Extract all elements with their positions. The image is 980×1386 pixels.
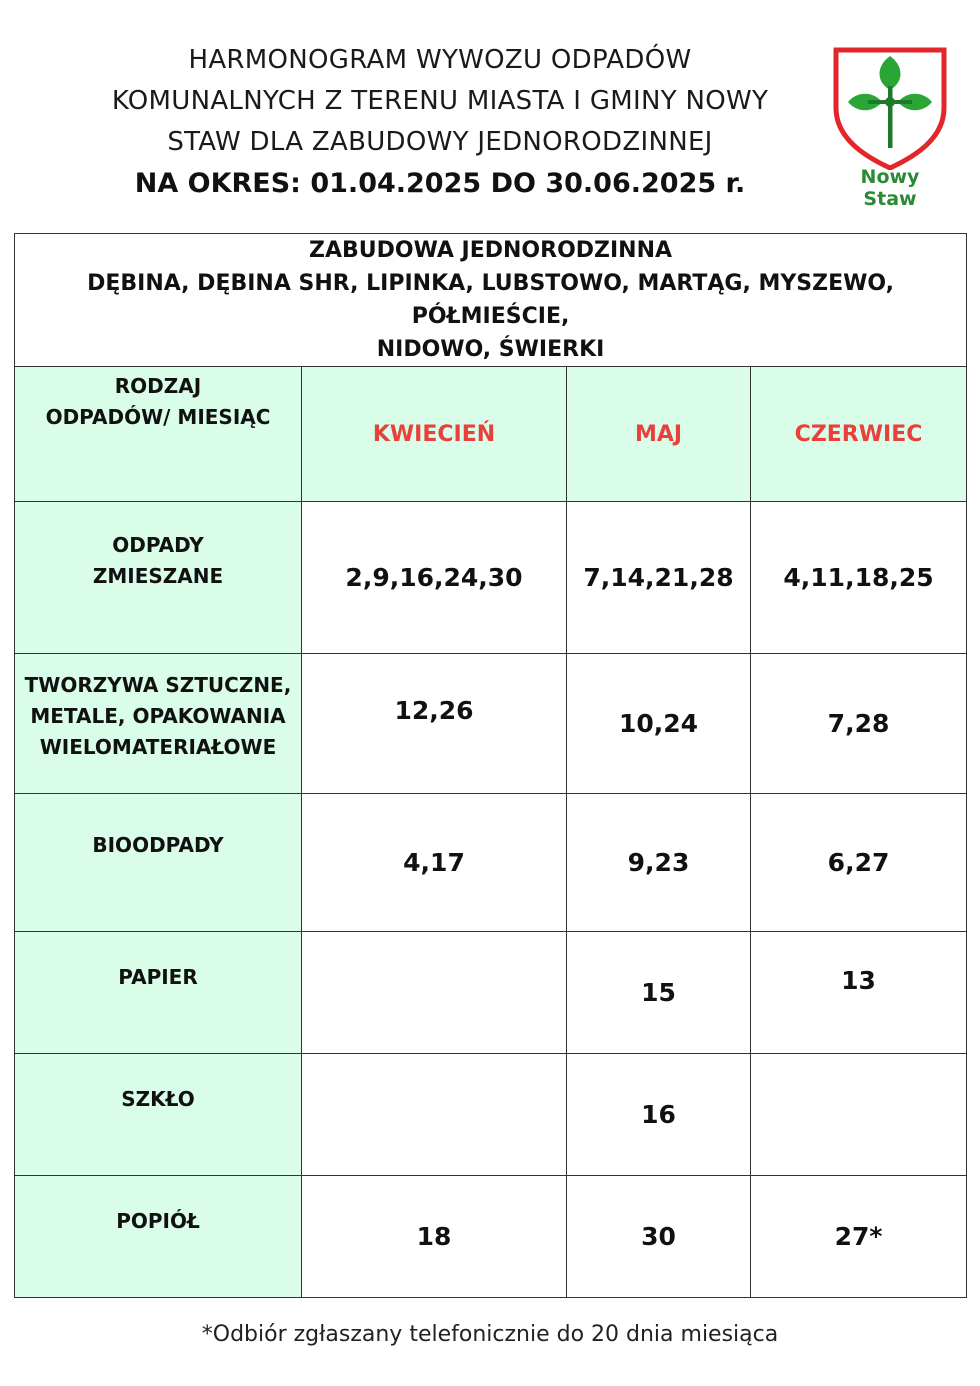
document-header: [60, 40, 820, 205]
row-label-szklo: SZKŁO: [15, 1054, 302, 1176]
title-line-1: HARMONOGRAM WYWOZU ODPADÓW: [188, 45, 692, 75]
row-label-tworzywa: TWORZYWA SZTUCZNE, METALE, OPAKOWANIA WIELOMATERIAŁOWE: [15, 654, 302, 794]
value-cell: 4,11,18,25: [751, 502, 967, 654]
title-line-3: STAW DLA ZABUDOWY JEDNORODZINNEJ: [167, 127, 713, 157]
value-cell: 13: [751, 932, 967, 1054]
value-cell: 7,28: [751, 654, 967, 794]
zone-line-1: ZABUDOWA JEDNORODZINNA: [309, 238, 673, 263]
nowy-staw-logo: [832, 46, 948, 210]
value-cell: 30: [567, 1176, 751, 1298]
value-cell: 12,26: [302, 654, 567, 794]
collection-schedule-table: [14, 233, 967, 1298]
value-cell: 9,23: [567, 794, 751, 932]
value-cell: 15: [567, 932, 751, 1054]
value-cell: 27*: [751, 1176, 967, 1298]
value-cell: 10,24: [567, 654, 751, 794]
coat-of-arms-icon: [832, 46, 948, 170]
month-header-row: [15, 367, 967, 502]
period-line: NA OKRES: 01.04.2025 DO 30.06.2025 r.: [134, 168, 746, 199]
row-label-papier: PAPIER: [15, 932, 302, 1054]
table-row: [15, 932, 967, 1054]
zone-header: [15, 234, 967, 367]
footnote: *Odbiór zgłaszany telefonicznie do 20 dnia miesiąca: [201, 1322, 779, 1347]
row-label-bioodpady: BIOODPADY: [15, 794, 302, 932]
zone-line-3: NIDOWO, ŚWIERKI: [376, 337, 605, 362]
logo-text: Nowy Staw: [860, 166, 920, 210]
value-cell: 18: [302, 1176, 567, 1298]
row-label-odpady-zmieszane: ODPADY ZMIESZANE: [15, 502, 302, 654]
month-maj: MAJ: [567, 367, 751, 502]
corner-label: RODZAJ ODPADÓW/ MIESIĄC: [15, 367, 302, 502]
value-cell: [302, 1054, 567, 1176]
value-cell: 6,27: [751, 794, 967, 932]
value-cell: 2,9,16,24,30: [302, 502, 567, 654]
month-kwiecien: KWIECIEŃ: [302, 367, 567, 502]
value-cell: [302, 932, 567, 1054]
month-czerwiec: CZERWIEC: [751, 367, 967, 502]
row-label-popiol: POPIÓŁ: [15, 1176, 302, 1298]
title-line-2: KOMUNALNYCH Z TERENU MIASTA I GMINY NOWY: [111, 86, 769, 116]
value-cell: 16: [567, 1054, 751, 1176]
table-row: [15, 794, 967, 932]
table-row: [15, 1054, 967, 1176]
table-row: [15, 1176, 967, 1298]
value-cell: [751, 1054, 967, 1176]
value-cell: 4,17: [302, 794, 567, 932]
value-cell: 7,14,21,28: [567, 502, 751, 654]
zone-line-2: DĘBINA, DĘBINA SHR, LIPINKA, LUBSTOWO, MARTĄG, MYSZEWO, PÓŁMIEŚCIE,: [87, 271, 894, 329]
table-row: [15, 502, 967, 654]
table-row: [15, 654, 967, 794]
